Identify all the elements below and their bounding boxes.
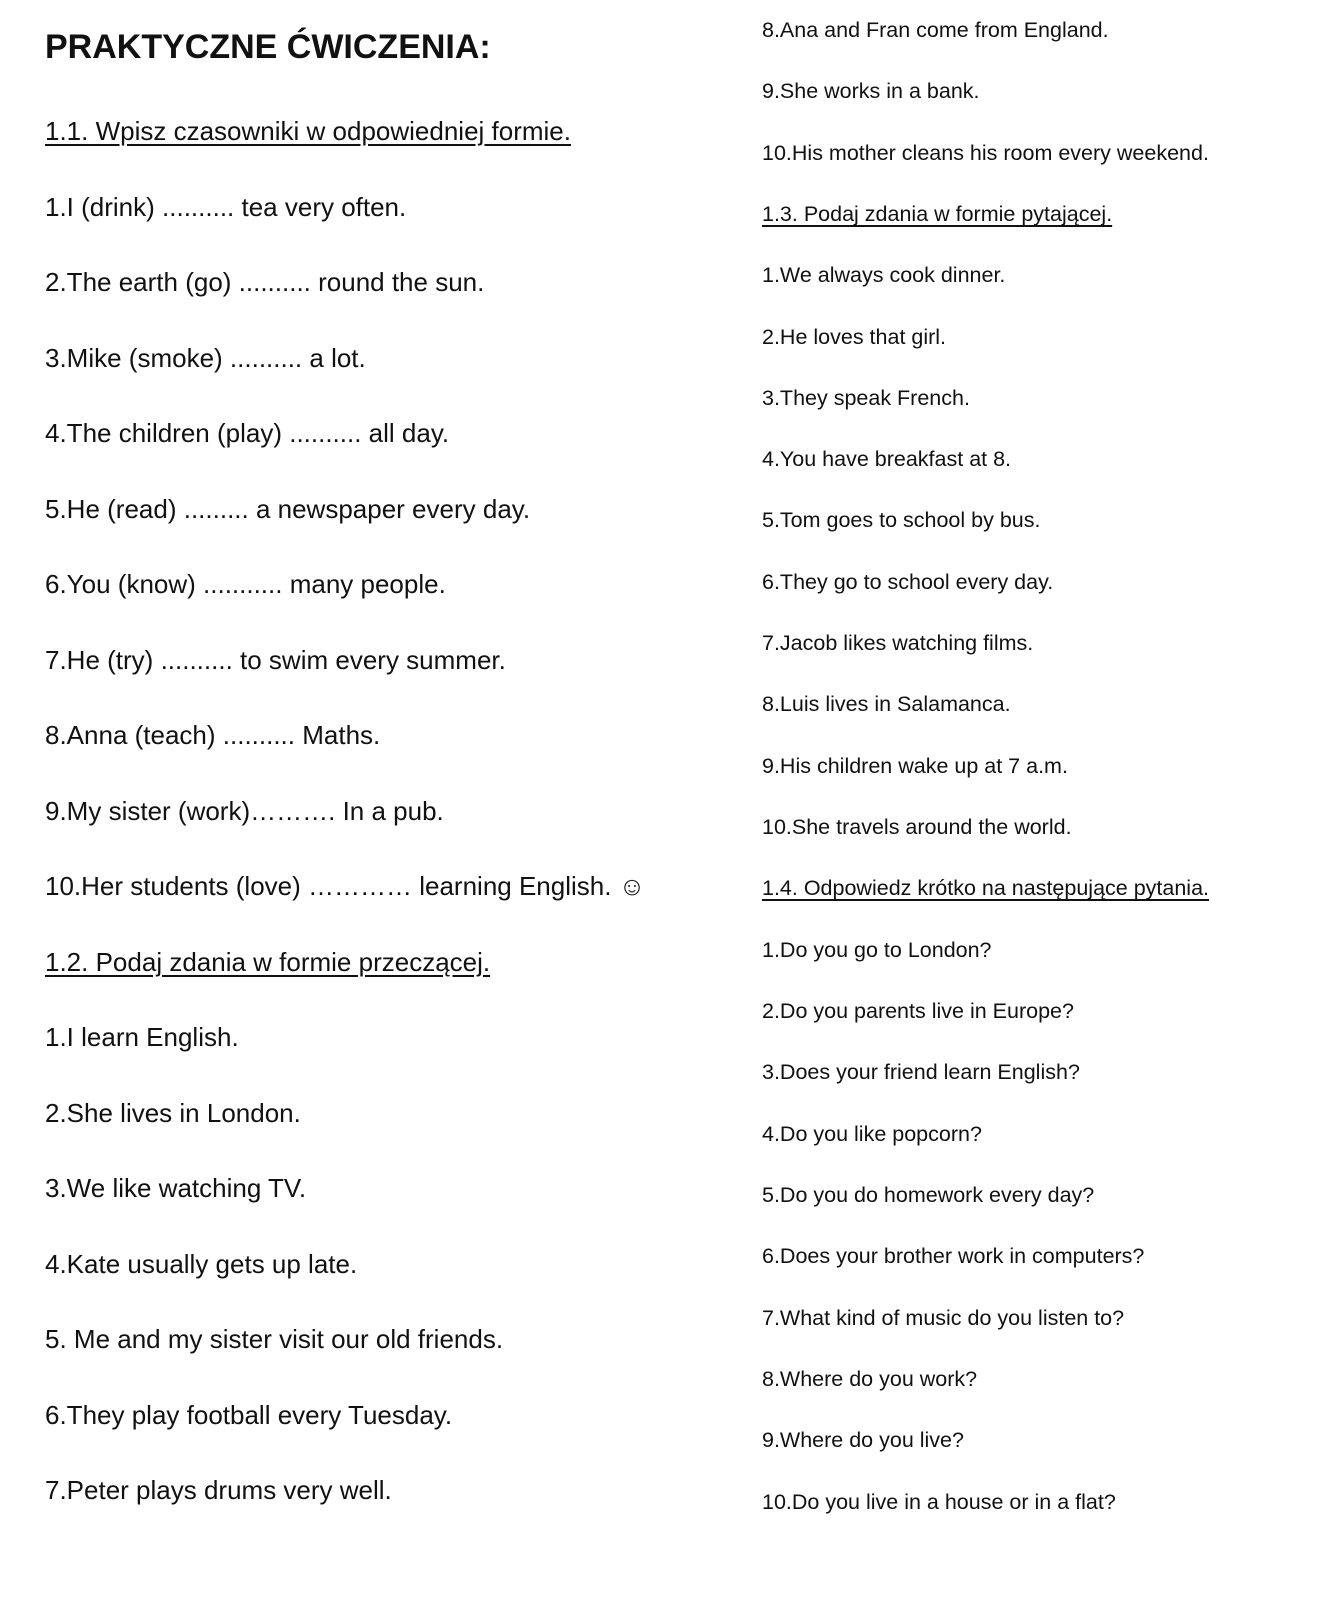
exercise-item: 10.Her students (love) ………… learning English. ☺: [45, 871, 646, 901]
exercise-item: 5.Do you do homework every day?: [762, 1183, 1095, 1207]
exercise-item: 6.You (know) ........... many people.: [45, 569, 446, 599]
exercise-item: 1.I (drink) .......... tea very often.: [45, 192, 407, 222]
exercise-item: 3.They speak French.: [762, 386, 970, 410]
exercise-item: 8.Ana and Fran come from England.: [762, 18, 1109, 42]
exercise-item: 7.Jacob likes watching films.: [762, 631, 1034, 655]
exercise-item: 3.Mike (smoke) .......... a lot.: [45, 343, 366, 373]
exercise-item: 2.The earth (go) .......... round the sun.: [45, 267, 485, 297]
exercise-item: 7.Peter plays drums very well.: [45, 1475, 392, 1505]
exercise-item: 9.My sister (work)………. In a pub.: [45, 796, 444, 826]
exercise-item: 9.She works in a bank.: [762, 79, 980, 103]
exercise-item: 3.Does your friend learn English?: [762, 1060, 1080, 1084]
section-heading-1-1: 1.1. Wpisz czasowniki w odpowiedniej formie.: [45, 116, 571, 146]
exercise-item: 2.She lives in London.: [45, 1098, 301, 1128]
exercise-item: 3.We like watching TV.: [45, 1173, 307, 1203]
exercise-item: 5.Tom goes to school by bus.: [762, 508, 1041, 532]
exercise-item: 10.She travels around the world.: [762, 815, 1072, 839]
exercise-item: 10.Do you live in a house or in a flat?: [762, 1490, 1116, 1514]
exercise-item: 6.They play football every Tuesday.: [45, 1400, 453, 1430]
exercise-item: 2.He loves that girl.: [762, 325, 947, 349]
exercise-item: 4.Do you like popcorn?: [762, 1122, 982, 1146]
exercise-item: 1.We always cook dinner.: [762, 263, 1006, 287]
exercise-item: 8.Anna (teach) .......... Maths.: [45, 720, 381, 750]
exercise-item: 4.The children (play) .......... all day.: [45, 418, 450, 448]
exercise-item: 10.His mother cleans his room every weekend.: [762, 141, 1209, 165]
exercise-item: 6.Does your brother work in computers?: [762, 1244, 1145, 1268]
exercise-item: 8.Where do you work?: [762, 1367, 978, 1391]
section-heading-1-2: 1.2. Podaj zdania w formie przeczącej.: [45, 947, 491, 977]
exercise-item: 2.Do you parents live in Europe?: [762, 999, 1074, 1023]
exercise-item: 7.What kind of music do you listen to?: [762, 1306, 1125, 1330]
exercise-item: 8.Luis lives in Salamanca.: [762, 692, 1011, 716]
exercise-item: 9.His children wake up at 7 a.m.: [762, 754, 1068, 778]
exercise-item: 4.You have breakfast at 8.: [762, 447, 1012, 471]
exercise-item: 1.Do you go to London?: [762, 938, 992, 962]
exercise-item: 4.Kate usually gets up late.: [45, 1249, 358, 1279]
exercise-item: 9.Where do you live?: [762, 1428, 964, 1452]
exercise-item: 5.He (read) ......... a newspaper every day.: [45, 494, 531, 524]
section-heading-1-3: 1.3. Podaj zdania w formie pytającej.: [762, 202, 1113, 226]
exercise-item: 1.I learn English.: [45, 1022, 239, 1052]
section-heading-1-4: 1.4. Odpowiedz krótko na następujące pytania.: [762, 876, 1210, 900]
exercise-item: 7.He (try) .......... to swim every summer.: [45, 645, 506, 675]
exercise-item: 5. Me and my sister visit our old friends.: [45, 1324, 504, 1354]
page-title: PRAKTYCZNE ĆWICZENIA:: [45, 28, 491, 66]
exercise-item: 6.They go to school every day.: [762, 570, 1054, 594]
